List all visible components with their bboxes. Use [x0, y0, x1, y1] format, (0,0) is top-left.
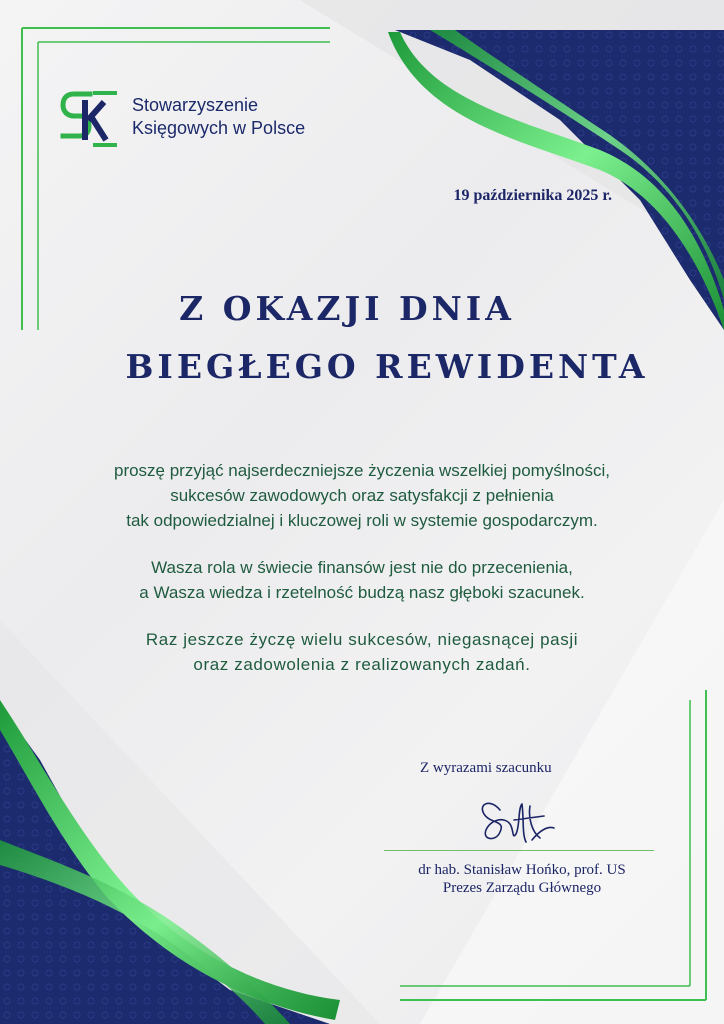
signer-title: Prezes Zarządu Głównego	[442, 880, 602, 896]
paragraph-wishes: proszę przyjąć najserdeczniejsze życzenia wszelkiej pomyślności, sukcesów zawodowych oraz satysfakcji z pełnienia tak odpowiedzialnej i kluczowej roli w systemie gospodarczym.	[113, 461, 611, 530]
signature-image	[470, 790, 560, 850]
paragraph-closing-wishes: Raz jeszcze życzę wielu sukcesów, niegasnącej pasji oraz zadowolenia z realizowanych zadań.	[145, 630, 579, 674]
organization-name	[132, 94, 305, 140]
signer-name: dr hab. Stanisław Hońko, prof. US	[418, 862, 626, 878]
organization-name-line1: Stowarzyszenie	[132, 95, 259, 115]
letter-date: 19 października 2025 r.	[453, 187, 612, 204]
signer-block	[372, 861, 672, 897]
organization-name-line2: Księgowych w Polsce	[132, 118, 306, 138]
paragraph-respect: Wasza rola w świecie finansów jest nie do przecenienia, a Wasza wiedza i rzetelność budzą nasz głęboki szacunek.	[139, 558, 585, 602]
title-line2: BIEGŁEGO REWIDENTA	[125, 347, 649, 386]
signature-line	[384, 850, 654, 851]
letter-title	[0, 280, 724, 396]
letter-body	[30, 458, 694, 699]
title-line1: Z OKAZJI DNIA	[179, 289, 515, 328]
ska-logo-icon	[60, 88, 122, 150]
closing-phrase: Z wyrazami szacunku	[420, 760, 552, 776]
